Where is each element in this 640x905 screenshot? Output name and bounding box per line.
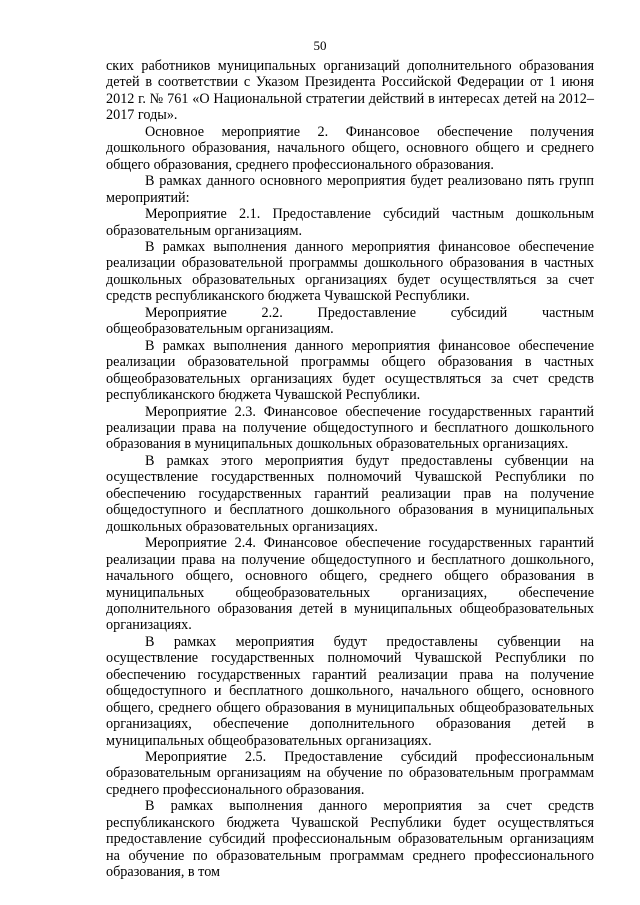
paragraph-activity-2-5: Мероприятие 2.5. Предоставление субсидий профессиональным образовательным организациям на обучение по образовательным программам среднего профессионального образования. (106, 749, 594, 798)
paragraph-activity-2-4-details: В рамках мероприятия будут предоставлены субвенции на осуществление государственных полномочий Чувашской Республики по обеспечению государственных гарантий реализации права на получение общедоступного и бесплатного дошкольного, начального общего, основного общего, среднего общего образования в муниципальных общеобразовательных организациях, обеспечение дополнительного образования детей в муниципальных общеобразовательных организациях. (106, 633, 594, 749)
page-body (106, 58, 594, 881)
paragraph-continuation: ских работников муниципальных организаций дополнительного образования детей в соответствии с Указом Президента Российской Федерации от 1 июня 2012 г. № 761 «О Национальной стратегии действий в интересах детей на 2012–2017 годы». (106, 58, 594, 124)
paragraph-activity-2-2: Мероприятие 2.2. Предоставление субсидий частным общеобразовательным организациям. (106, 304, 594, 338)
paragraph-activity-2-1-details: В рамках выполнения данного мероприятия финансовое обеспечение реализации образовательной программы дошкольного образования в частных дошкольных образовательных организациях будет осуществляться за счет средств республиканского бюджета Чувашской Республики. (106, 238, 594, 305)
paragraph-activity-2-4: Мероприятие 2.4. Финансовое обеспечение государственных гарантий реализации права на получение общедоступного и бесплатного дошкольного, начального общего, основного общего, среднего общего образования в муниципальных общеобразовательных организациях, обеспечение дополнительного образования детей в муниципальных общеобразовательных организациях. (106, 535, 594, 634)
page-number: 50 (313, 38, 327, 53)
paragraph-activity-2-1: Мероприятие 2.1. Предоставление субсидий частным дошкольным образовательным организациям. (106, 206, 594, 239)
paragraph-activity-2-2-details: В рамках выполнения данного мероприятия финансовое обеспечение реализации образовательной программы общего образования в частных общеобразовательных организациях будет осуществляться за счет средств республиканского бюджета Чувашской Республики. (106, 337, 594, 404)
paragraph-activity-2-3-details: В рамках этого мероприятия будут предоставлены субвенции на осуществление государственных полномочий Чувашской Республики по обеспечению государственных гарантий реализации прав на получение общедоступного и бесплатного дошкольного образования в муниципальных дошкольных образовательных организациях. (106, 452, 594, 535)
paragraph-main-activity-2: Основное мероприятие 2. Финансовое обеспечение получения дошкольного образования, начального общего, основного общего и среднего общего образования, среднего профессионального образования. (106, 123, 594, 173)
paragraph-activity-groups: В рамках данного основного мероприятия будет реализовано пять групп мероприятий: (106, 173, 594, 206)
paragraph-activity-2-5-details: В рамках выполнения данного мероприятия за счет средств республиканского бюджета Чувашской Республики будет осуществляться предоставление субсидий профессиональным образовательным организациям на обучение по образовательным программам среднего профессионального образования, в том (106, 798, 594, 881)
paragraph-activity-2-3: Мероприятие 2.3. Финансовое обеспечение государственных гарантий реализации права на получение общедоступного и бесплатного дошкольного образования в муниципальных дошкольных образовательных организациях. (106, 403, 594, 453)
